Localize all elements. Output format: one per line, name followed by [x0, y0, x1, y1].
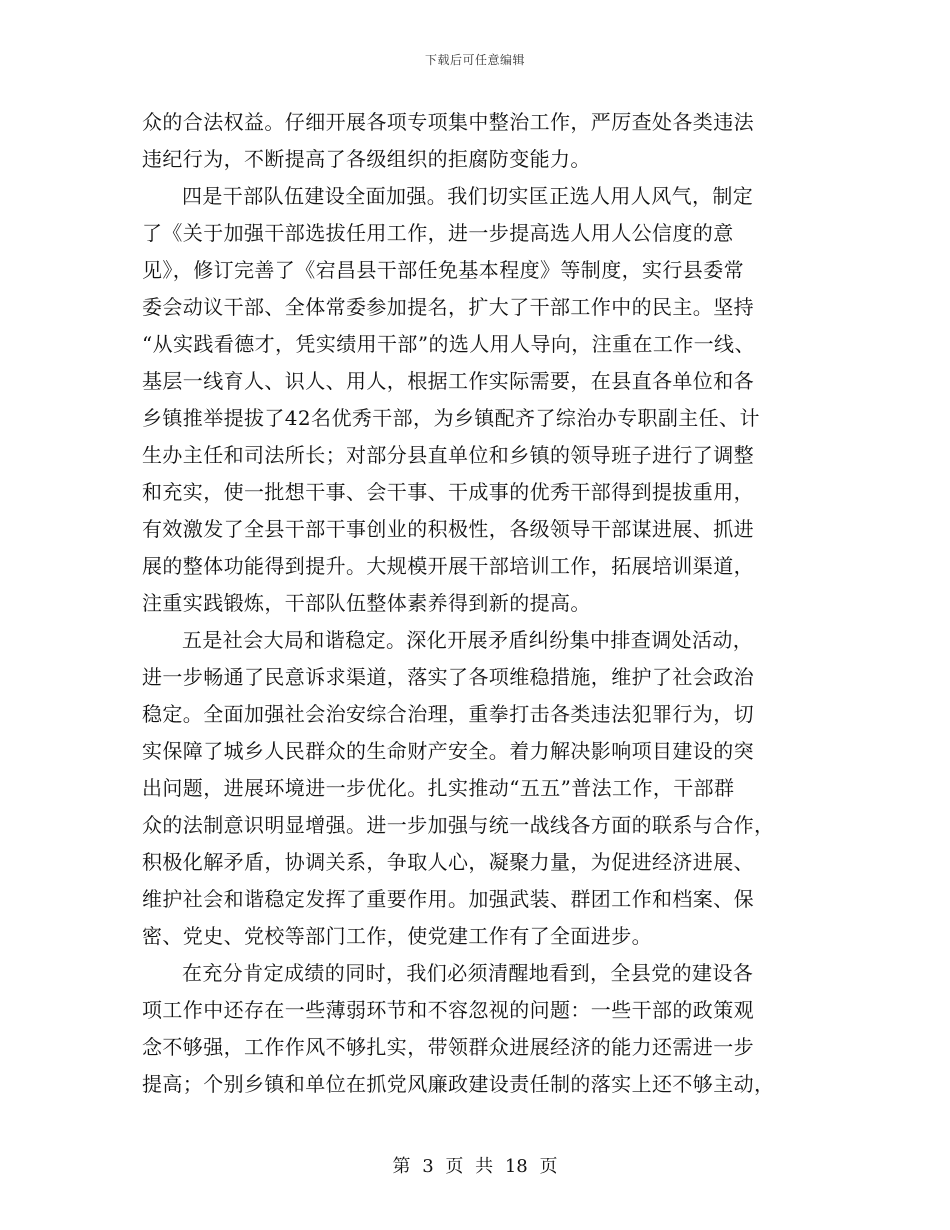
text-line: 众的合法权益。仔细开展各项专项集中整治工作，严厉查处各类违法 — [142, 110, 754, 134]
text-line: 乡镇推举提拔了42名优秀干部，为乡镇配齐了综治办专职副主任、计 — [142, 406, 760, 430]
page-number-footer: 第 3 页 共 18 页 — [392, 1156, 558, 1177]
text-line: 违纪行为，不断提高了各级组织的拒腐防变能力。 — [142, 147, 591, 171]
text-line: 见》，修订完善了《宕昌县干部任免基本程度》等制度，实行县委常 — [142, 258, 744, 282]
text-line: 有效激发了全县干部干事创业的积极性，各级领导干部谋进展、抓进 — [142, 517, 754, 541]
paragraph-start-line: 五是社会大局和谐稳定。深化开展矛盾纠纷集中排查调处活动， — [182, 628, 754, 652]
text-line: 实保障了城乡人民群众的生命财产安全。着力解决影响项目建设的突 — [142, 739, 754, 763]
text-line: 展的整体功能得到提升。大规模开展干部培训工作，拓展培训渠道， — [142, 554, 754, 578]
text-line: 基层一线育人、识人、用人，根据工作实际需要，在县直各单位和各 — [142, 369, 754, 393]
text-line: 生办主任和司法所长；对部分县直单位和乡镇的领导班子进行了调整 — [142, 443, 754, 467]
page-header-note: 下载后可任意编辑 — [424, 53, 525, 67]
text-line: 了《关于加强干部选拔任用工作，进一步提高选人用人公信度的意 — [142, 221, 734, 245]
text-line: 众的法制意识明显增强。进一步加强与统一战线各方面的联系与合作， — [142, 813, 775, 837]
text-line: 出问题，进展环境进一步优化。扎实推动“五五”普法工作，干部群 — [142, 776, 735, 800]
text-line: 维护社会和谐稳定发挥了重要作用。加强武装、群团工作和档案、保 — [142, 887, 754, 911]
text-line: 项工作中还存在一些薄弱环节和不容忽视的问题：一些干部的政策观 — [142, 998, 754, 1022]
paragraph-start-line: 四是干部队伍建设全面加强。我们切实匡正选人用人风气，制定 — [182, 184, 754, 208]
text-line: 密、党史、党校等部门工作，使党建工作有了全面进步。 — [142, 924, 652, 948]
text-line: 注重实践锻炼，干部队伍整体素养得到新的提高。 — [142, 591, 591, 615]
text-line: 积极化解矛盾，协调关系，争取人心，凝聚力量，为促进经济进展、 — [142, 850, 754, 874]
document-body — [142, 104, 802, 1103]
text-line: 和充实，使一批想干事、会干事、干成事的优秀干部得到提拔重用， — [142, 480, 754, 504]
text-line: “从实践看德才，凭实绩用干部”的选人用人导向，注重在工作一线、 — [142, 332, 755, 356]
text-line: 念不够强，工作作风不够扎实，带领群众进展经济的能力还需进一步 — [142, 1035, 754, 1059]
text-line: 委会动议干部、全体常委参加提名，扩大了干部工作中的民主。坚持 — [142, 295, 754, 319]
text-line: 进一步畅通了民意诉求渠道，落实了各项维稳措施，维护了社会政治 — [142, 665, 754, 689]
text-line: 稳定。全面加强社会治安综合治理，重拳打击各类违法犯罪行为，切 — [142, 702, 754, 726]
text-line: 提高；个别乡镇和单位在抓党风廉政建设责任制的落实上还不够主动， — [142, 1072, 775, 1096]
paragraph-start-line: 在充分肯定成绩的同时，我们必须清醒地看到，全县党的建设各 — [182, 961, 754, 985]
